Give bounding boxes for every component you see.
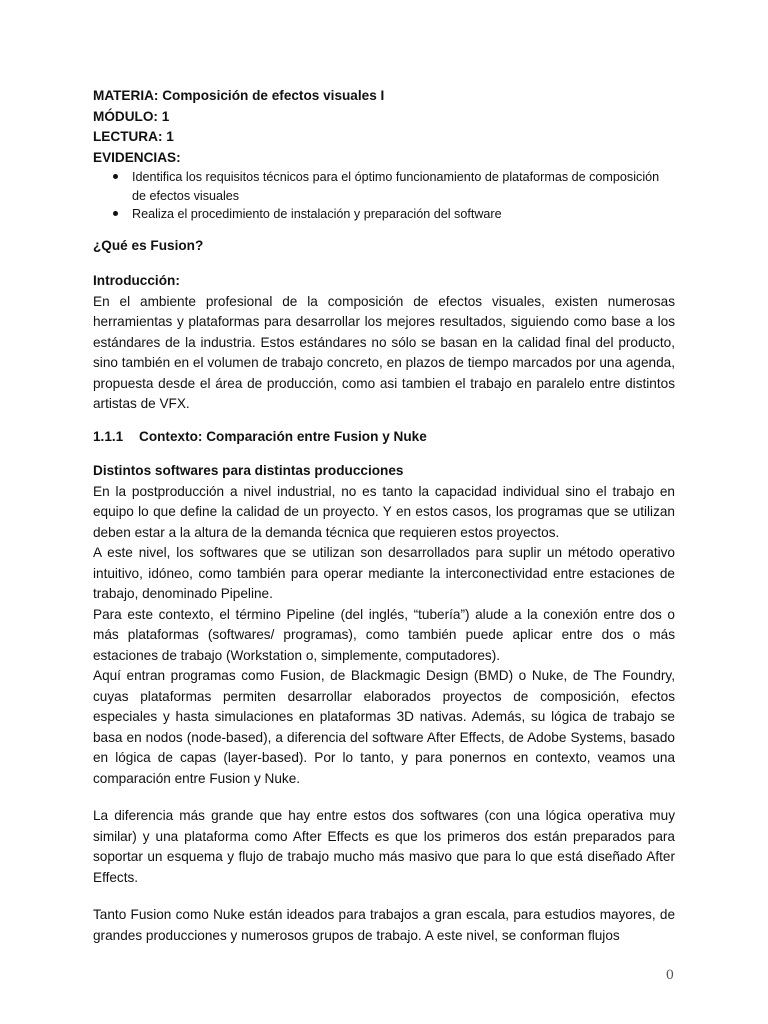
lectura-line: LECTURA: 1 [93, 129, 174, 144]
subsection-heading: Distintos softwares para distintas producciones [93, 463, 404, 478]
modulo-line: MÓDULO: 1 [93, 108, 170, 124]
section-heading [93, 427, 675, 448]
evidencias-item: Realiza el procedimiento de instalación y preparación del software [110, 205, 675, 224]
body-paragraph: La diferencia más grande que hay entre estos dos softwares (con una lógica operativa muy similar) y una plataforma como After Effects es que los primeros dos están preparados para soportar un esquema y flujo de trabajo mucho más masivo que para lo que está diseñado After Effects. [93, 808, 675, 885]
section-number: 1.1.1 [93, 428, 124, 444]
evidencias-label: EVIDENCIAS: [93, 149, 181, 165]
page-number: 0 [665, 968, 674, 983]
evidencias-list [93, 168, 675, 224]
body-paragraph: A este nivel, los softwares que se utilizan son desarrollados para suplir un método operativo intuitivo, idóneo, como también para operar mediante la interconectividad entre estaciones de trabajo, denominado Pipeline. [93, 545, 675, 601]
body-paragraph: En la postproducción a nivel industrial, no es tanto la capacidad individual sino el trabajo en equipo lo que define la calidad de un proyecto. Y en estos casos, los programas que se utilizan deben estar a la altura de la demanda técnica que requieren estos proyectos. [93, 483, 675, 540]
document-page [93, 86, 675, 946]
intro-paragraph: En el ambiente profesional de la composición de efectos visuales, existen numerosas herramientas y plataformas para desarrollar los mejores resultados, siguiendo como base a los estándares de la industria. Estos estándares no sólo se basan en la calidad final del producto, sino también en el volumen de trabajo concreto, en plazos de tiempo marcados por una agenda, propuesta desde el área de producción, como asi tambien el trabajo en paralelo entre distintos artistas de VFX. [93, 293, 675, 411]
body-paragraph: Aquí entran programas como Fusion, de Blackmagic Design (BMD) o Nuke, de The Foundry, cuyas plataformas permiten desarrollar elaborados proyectos de composición, efectos especiales y hasta simulaciones en plataformas 3D nativas. Además, su lógica de trabajo se basa en nodos (node-based), a diferencia del software After Effects, de Adobe Systems, basado en lógica de capas (layer-based). Por lo tanto, y para ponernos en contexto, veamos una comparación entre Fusion y Nuke. [93, 668, 675, 786]
section-title: Contexto: Comparación entre Fusion y Nuke [139, 428, 427, 444]
body-paragraph: Para este contexto, el término Pipeline (del inglés, “tubería”) alude a la conexión entre dos o más plataformas (softwares/ programas), como también puede aplicar entre dos o más estaciones de trabajo (Workstation o, simplemente, computadores). [93, 606, 675, 663]
evidencias-item: Identifica los requisitos técnicos para el óptimo funcionamiento de plataformas de composición de efectos visuales [110, 168, 675, 205]
body-paragraph: Tanto Fusion como Nuke están ideados para trabajos a gran escala, para estudios mayores, de grandes producciones y numerosos grupos de trabajo. A este nivel, se conforman flujos [93, 907, 675, 943]
intro-heading: Introducción: [93, 273, 180, 288]
materia-line: MATERIA: Composición de efectos visuales I [93, 88, 385, 103]
question-title: ¿Qué es Fusion? [93, 237, 204, 253]
